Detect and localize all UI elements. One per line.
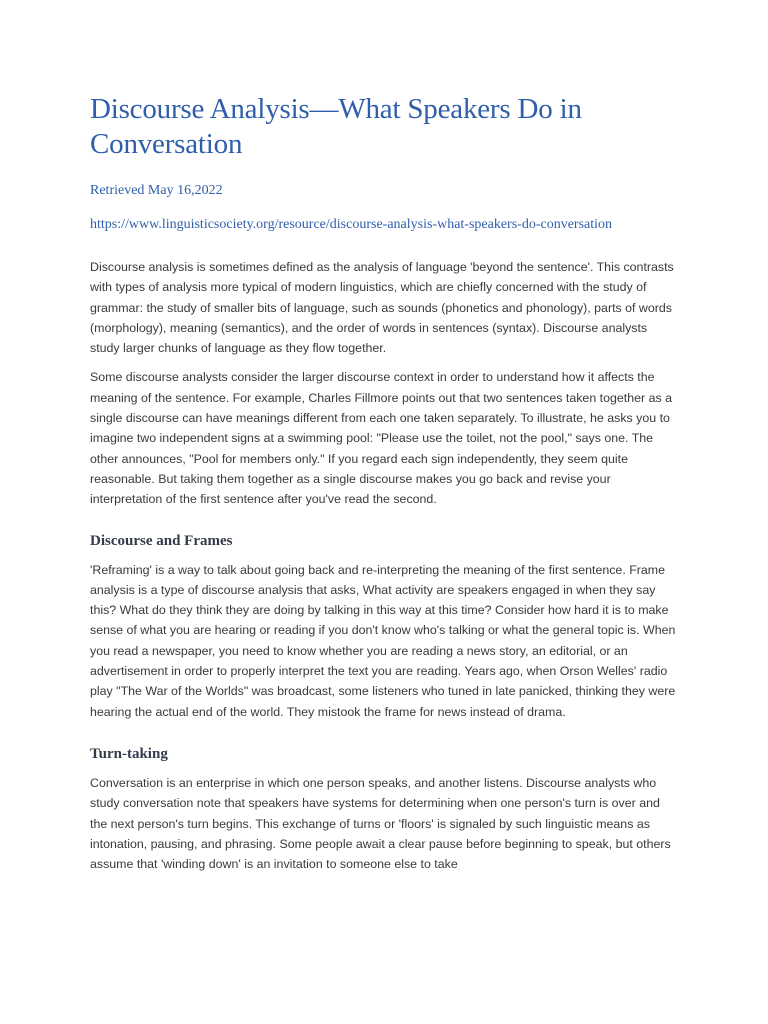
section-paragraph-turn-taking: Conversation is an enterprise in which one person speaks, and another listens. Discourse analysts who study conversation note that speakers have systems for determining when one person's turn is over and the next person's turn begins. This exchange of turns or 'floors' is signaled by such linguistic means as intonation, pausing, and phrasing. Some people await a clear pause before beginning to speak, but others assume that 'winding down' is an invitation to someone else to take — [90, 775, 671, 872]
source-url-link[interactable]: https://www.linguisticsociety.org/resource/discourse-analysis-what-speakers-do-conversation — [90, 217, 613, 232]
document-title: Discourse Analysis—What Speakers Do in Conversation — [90, 93, 582, 160]
intro-paragraph-2: Some discourse analysts consider the larger discourse context in order to understand how it affects the meaning of the sentence. For example, Charles Fillmore points out that two sentences taken together as a single discourse can have meanings different from each one taken separately. To illustrate, he asks you to imagine two independent signs at a swimming pool: "Please use the toilet, not the pool," says one. The other announces, "Pool for members only." If you regard each sign independently, they seem quite reasonable. But taking them together as a single discourse makes you go back and revise your interpretation of the first sentence after you've read the second. — [90, 370, 672, 507]
section-paragraph-discourse-and-frames: 'Reframing' is a way to talk about going back and re-interpreting the meaning of the first sentence. Frame analysis is a type of discourse analysis that asks, What activity are speakers engaged in when they say this? What do they think they are doing by talking in this way at this time? Consider how hard it is to make sense of what you are hearing or reading if you don't know who's talking or what the general topic is. When you read a newspaper, you need to know whether you are reading a news story, an editorial, or an advertisement in order to properly interpret the text you are reading. Years ago, when Orson Welles' radio play "The War of the Worlds" was broadcast, some listeners who tuned in late panicked, thinking they were hearing the actual end of the world. They mistook the frame for news instead of drama. — [90, 562, 676, 719]
section-heading-turn-taking: Turn-taking — [90, 745, 168, 762]
document-page — [90, 92, 680, 883]
retrieved-date: Retrieved May 16,2022 — [90, 183, 223, 198]
section-heading-discourse-and-frames: Discourse and Frames — [90, 532, 233, 549]
intro-paragraph-1: Discourse analysis is sometimes defined as the analysis of language 'beyond the sentence'. This contrasts with types of analysis more typical of modern linguistics, which are chiefly concerned with the study of grammar: the study of smaller bits of language, such as sounds (phonetics and phonology), parts of words (morphology), meaning (semantics), and the order of words in sentences (syntax). Discourse analysts study larger chunks of language as they flow together. — [90, 260, 674, 356]
